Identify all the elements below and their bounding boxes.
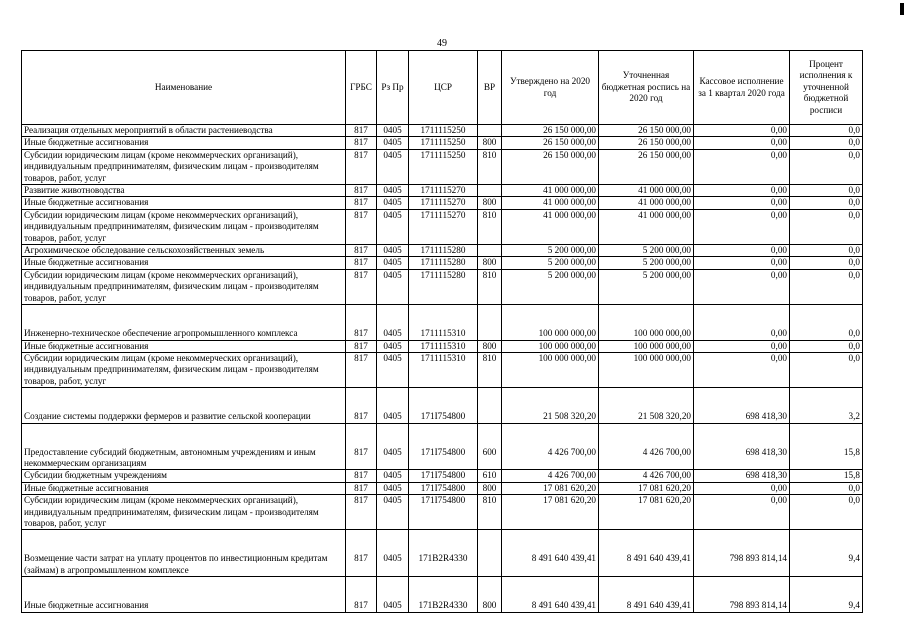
cell-refined: 41 000 000,00	[599, 209, 694, 244]
cell-csr: 1711115270	[409, 197, 478, 209]
cell-percent: 0,0	[790, 482, 863, 494]
cell-name: Иные бюджетные ассигнования	[22, 482, 346, 494]
cell-percent: 0,0	[790, 149, 863, 184]
cell-grbs: 817	[346, 482, 377, 494]
cell-csr: 171I754800	[409, 495, 478, 530]
cell-name: Субсидии юридическим лицам (кроме некоммерческих организаций), индивидуальным предпринимателям, физическим лицам - производителям товаров, работ, услуг	[22, 352, 346, 387]
cell-percent: 0,0	[790, 495, 863, 530]
cell-rzpr: 0405	[377, 577, 409, 612]
cell-csr: 1711115280	[409, 245, 478, 257]
cell-approved: 26 150 000,00	[502, 149, 599, 184]
cell-refined: 26 150 000,00	[599, 137, 694, 149]
cell-vr: 810	[478, 495, 502, 530]
cell-vr: 800	[478, 577, 502, 612]
cell-cash: 0,00	[694, 245, 790, 257]
cell-approved: 4 426 700,00	[502, 470, 599, 482]
cell-percent: 15,8	[790, 470, 863, 482]
cell-name: Иные бюджетные ассигнования	[22, 137, 346, 149]
cell-vr	[478, 245, 502, 257]
cell-approved: 26 150 000,00	[502, 125, 599, 137]
header-grbs: ГРБС	[346, 51, 377, 125]
header-rzpr: Рз Пр	[377, 51, 409, 125]
header-refined: Уточненная бюджетная роспись на 2020 год	[599, 51, 694, 125]
cell-percent: 0,0	[790, 185, 863, 197]
cell-cash: 0,00	[694, 209, 790, 244]
cell-vr: 810	[478, 209, 502, 244]
cell-name: Иные бюджетные ассигнования	[22, 257, 346, 269]
table-row	[22, 530, 863, 577]
cell-percent: 9,4	[790, 530, 863, 577]
cell-grbs: 817	[346, 423, 377, 470]
table-row	[22, 209, 863, 244]
cell-cash: 0,00	[694, 257, 790, 269]
table-row	[22, 149, 863, 184]
cell-percent: 0,0	[790, 257, 863, 269]
cell-percent: 0,0	[790, 340, 863, 352]
cell-approved: 21 508 320,20	[502, 388, 599, 423]
cell-rzpr: 0405	[377, 340, 409, 352]
table-row	[22, 257, 863, 269]
cell-name: Субсидии юридическим лицам (кроме некоммерческих организаций), индивидуальным предпринимателям, физическим лицам - производителям товаров, работ, услуг	[22, 269, 346, 304]
cell-approved: 8 491 640 439,41	[502, 530, 599, 577]
cell-cash: 0,00	[694, 185, 790, 197]
cell-percent: 0,0	[790, 209, 863, 244]
cell-rzpr: 0405	[377, 352, 409, 387]
page-number: 49	[437, 38, 447, 49]
cell-name: Развитие животноводства	[22, 185, 346, 197]
cell-cash: 798 893 814,14	[694, 577, 790, 612]
cell-rzpr: 0405	[377, 269, 409, 304]
table-row	[22, 482, 863, 494]
cell-percent: 3,2	[790, 388, 863, 423]
cell-rzpr: 0405	[377, 245, 409, 257]
edge-mark	[900, 3, 904, 15]
cell-approved: 100 000 000,00	[502, 352, 599, 387]
cell-rzpr: 0405	[377, 209, 409, 244]
cell-cash: 0,00	[694, 305, 790, 340]
table-body	[22, 125, 863, 613]
cell-percent: 9,4	[790, 577, 863, 612]
header-cash: Кассовое исполнение за 1 квартал 2020 года	[694, 51, 790, 125]
table-row	[22, 340, 863, 352]
cell-vr	[478, 305, 502, 340]
cell-refined: 26 150 000,00	[599, 149, 694, 184]
cell-cash: 698 418,30	[694, 388, 790, 423]
cell-csr: 1711115270	[409, 209, 478, 244]
cell-vr: 800	[478, 340, 502, 352]
cell-csr: 1711115280	[409, 269, 478, 304]
cell-name: Реализация отдельных мероприятий в области растениеводства	[22, 125, 346, 137]
cell-csr: 1711115250	[409, 149, 478, 184]
cell-vr: 810	[478, 149, 502, 184]
table-row	[22, 470, 863, 482]
cell-vr	[478, 185, 502, 197]
cell-name: Субсидии юридическим лицам (кроме некоммерческих организаций), индивидуальным предпринимателям, физическим лицам - производителям товаров, работ, услуг	[22, 209, 346, 244]
cell-vr: 800	[478, 257, 502, 269]
cell-name: Агрохимическое обследование сельскохозяйственных земель	[22, 245, 346, 257]
cell-grbs: 817	[346, 340, 377, 352]
cell-rzpr: 0405	[377, 482, 409, 494]
cell-vr: 610	[478, 470, 502, 482]
cell-cash: 698 418,30	[694, 423, 790, 470]
cell-rzpr: 0405	[377, 305, 409, 340]
header-vr: ВР	[478, 51, 502, 125]
cell-refined: 41 000 000,00	[599, 185, 694, 197]
cell-refined: 8 491 640 439,41	[599, 530, 694, 577]
cell-cash: 0,00	[694, 495, 790, 530]
cell-refined: 5 200 000,00	[599, 269, 694, 304]
cell-cash: 798 893 814,14	[694, 530, 790, 577]
table-row	[22, 495, 863, 530]
cell-refined: 5 200 000,00	[599, 245, 694, 257]
cell-csr: 171I754800	[409, 482, 478, 494]
cell-grbs: 817	[346, 305, 377, 340]
table-row	[22, 352, 863, 387]
cell-approved: 5 200 000,00	[502, 269, 599, 304]
cell-refined: 5 200 000,00	[599, 257, 694, 269]
cell-vr: 800	[478, 137, 502, 149]
table-row	[22, 388, 863, 423]
cell-refined: 4 426 700,00	[599, 423, 694, 470]
cell-refined: 17 081 620,20	[599, 482, 694, 494]
cell-percent: 15,8	[790, 423, 863, 470]
cell-refined: 100 000 000,00	[599, 352, 694, 387]
cell-grbs: 817	[346, 530, 377, 577]
cell-name: Иные бюджетные ассигнования	[22, 197, 346, 209]
cell-approved: 41 000 000,00	[502, 209, 599, 244]
cell-grbs: 817	[346, 495, 377, 530]
cell-rzpr: 0405	[377, 125, 409, 137]
table-row	[22, 269, 863, 304]
cell-percent: 0,0	[790, 269, 863, 304]
cell-rzpr: 0405	[377, 470, 409, 482]
cell-grbs: 817	[346, 149, 377, 184]
cell-approved: 5 200 000,00	[502, 257, 599, 269]
table-row	[22, 137, 863, 149]
cell-csr: 1711115310	[409, 340, 478, 352]
table-row	[22, 125, 863, 137]
cell-refined: 4 426 700,00	[599, 470, 694, 482]
cell-grbs: 817	[346, 470, 377, 482]
cell-name: Создание системы поддержки фермеров и развитие сельской кооперации	[22, 388, 346, 423]
cell-cash: 0,00	[694, 149, 790, 184]
cell-rzpr: 0405	[377, 423, 409, 470]
cell-vr	[478, 125, 502, 137]
cell-csr: 171B2R4330	[409, 530, 478, 577]
header-name: Наименование	[22, 51, 346, 125]
cell-rzpr: 0405	[377, 257, 409, 269]
cell-refined: 8 491 640 439,41	[599, 577, 694, 612]
table-row	[22, 185, 863, 197]
cell-cash: 0,00	[694, 197, 790, 209]
cell-cash: 698 418,30	[694, 470, 790, 482]
cell-grbs: 817	[346, 137, 377, 149]
cell-approved: 5 200 000,00	[502, 245, 599, 257]
cell-refined: 21 508 320,20	[599, 388, 694, 423]
cell-percent: 0,0	[790, 245, 863, 257]
cell-name: Предоставление субсидий бюджетным, автономным учреждениям и иным некоммерческим организациям	[22, 423, 346, 470]
cell-rzpr: 0405	[377, 185, 409, 197]
cell-name: Субсидии бюджетным учреждениям	[22, 470, 346, 482]
cell-rzpr: 0405	[377, 388, 409, 423]
budget-table	[21, 50, 863, 613]
cell-csr: 1711115270	[409, 185, 478, 197]
cell-approved: 8 491 640 439,41	[502, 577, 599, 612]
cell-grbs: 817	[346, 197, 377, 209]
cell-approved: 4 426 700,00	[502, 423, 599, 470]
table-row	[22, 197, 863, 209]
cell-rzpr: 0405	[377, 197, 409, 209]
cell-cash: 0,00	[694, 269, 790, 304]
cell-csr: 1711115310	[409, 305, 478, 340]
cell-grbs: 817	[346, 388, 377, 423]
cell-name: Субсидии юридическим лицам (кроме некоммерческих организаций), индивидуальным предпринимателям, физическим лицам - производителям товаров, работ, услуг	[22, 149, 346, 184]
cell-csr: 1711115250	[409, 137, 478, 149]
cell-percent: 0,0	[790, 137, 863, 149]
cell-csr: 171I754800	[409, 423, 478, 470]
cell-percent: 0,0	[790, 197, 863, 209]
cell-vr: 810	[478, 269, 502, 304]
cell-grbs: 817	[346, 577, 377, 612]
header-row	[22, 51, 863, 125]
table-row	[22, 577, 863, 612]
cell-csr: 171I754800	[409, 388, 478, 423]
cell-refined: 41 000 000,00	[599, 197, 694, 209]
cell-refined: 17 081 620,20	[599, 495, 694, 530]
cell-grbs: 817	[346, 269, 377, 304]
cell-name: Иные бюджетные ассигнования	[22, 340, 346, 352]
cell-percent: 0,0	[790, 125, 863, 137]
cell-cash: 0,00	[694, 125, 790, 137]
cell-csr: 1711115280	[409, 257, 478, 269]
cell-approved: 41 000 000,00	[502, 197, 599, 209]
cell-refined: 26 150 000,00	[599, 125, 694, 137]
cell-rzpr: 0405	[377, 137, 409, 149]
header-csr: ЦСР	[409, 51, 478, 125]
cell-name: Иные бюджетные ассигнования	[22, 577, 346, 612]
cell-cash: 0,00	[694, 137, 790, 149]
cell-refined: 100 000 000,00	[599, 340, 694, 352]
cell-grbs: 817	[346, 245, 377, 257]
cell-rzpr: 0405	[377, 530, 409, 577]
header-approved: Утверждено на 2020 год	[502, 51, 599, 125]
cell-cash: 0,00	[694, 340, 790, 352]
cell-approved: 17 081 620,20	[502, 495, 599, 530]
cell-grbs: 817	[346, 185, 377, 197]
cell-csr: 1711115310	[409, 352, 478, 387]
cell-name: Возмещение части затрат на уплату процентов по инвестиционным кредитам (займам) в агропромышленном комплексе	[22, 530, 346, 577]
cell-grbs: 817	[346, 257, 377, 269]
cell-approved: 100 000 000,00	[502, 305, 599, 340]
cell-grbs: 817	[346, 209, 377, 244]
table-row	[22, 245, 863, 257]
cell-name: Инженерно-техническое обеспечение агропромышленного комплекса	[22, 305, 346, 340]
cell-cash: 0,00	[694, 482, 790, 494]
header-percent: Процент исполнения к уточненной бюджетной росписи	[790, 51, 863, 125]
cell-refined: 100 000 000,00	[599, 305, 694, 340]
cell-approved: 41 000 000,00	[502, 185, 599, 197]
cell-vr: 800	[478, 197, 502, 209]
cell-vr: 800	[478, 482, 502, 494]
cell-percent: 0,0	[790, 352, 863, 387]
cell-approved: 17 081 620,20	[502, 482, 599, 494]
cell-name: Субсидии юридическим лицам (кроме некоммерческих организаций), индивидуальным предпринимателям, физическим лицам - производителям товаров, работ, услуг	[22, 495, 346, 530]
cell-grbs: 817	[346, 125, 377, 137]
cell-csr: 1711115250	[409, 125, 478, 137]
cell-approved: 100 000 000,00	[502, 340, 599, 352]
cell-csr: 171B2R4330	[409, 577, 478, 612]
cell-vr	[478, 388, 502, 423]
table-row	[22, 423, 863, 470]
table-row	[22, 305, 863, 340]
cell-vr: 600	[478, 423, 502, 470]
cell-cash: 0,00	[694, 352, 790, 387]
cell-percent: 0,0	[790, 305, 863, 340]
cell-vr: 810	[478, 352, 502, 387]
cell-rzpr: 0405	[377, 149, 409, 184]
cell-approved: 26 150 000,00	[502, 137, 599, 149]
cell-vr	[478, 530, 502, 577]
cell-csr: 171I754800	[409, 470, 478, 482]
cell-rzpr: 0405	[377, 495, 409, 530]
cell-grbs: 817	[346, 352, 377, 387]
